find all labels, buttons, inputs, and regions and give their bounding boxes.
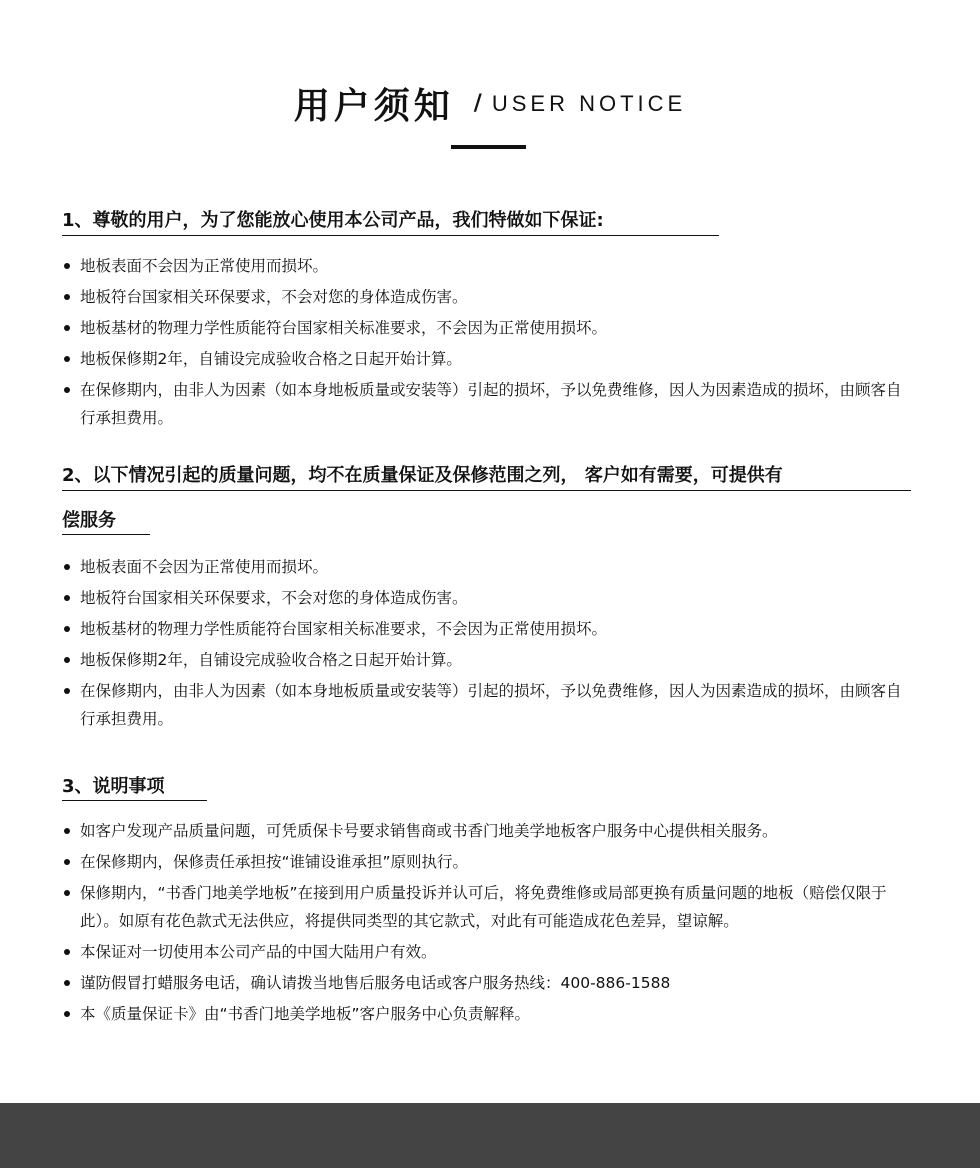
section1-heading: 1、尊敬的用户，为了您能放心使用本公司产品，我们特做如下保证:	[62, 210, 604, 231]
list-item: 谨防假冒打蜡服务电话，确认请拨当地售后服务电话或客户服务热线：400-886-1588	[62, 969, 912, 997]
list-item: 地板保修期2年，自铺设完成验收合格之日起开始计算。	[62, 345, 912, 373]
section1-divider	[62, 235, 719, 236]
list-item: 地板基材的物理力学性质能符台国家相关标准要求，不会因为正常使用损坏。	[62, 314, 912, 342]
title-underline	[451, 145, 526, 149]
section3-heading: 3、说明事项	[62, 776, 165, 797]
section2-divider-short	[62, 534, 150, 535]
list-item: 如客户发现产品质量问题，可凭质保卡号要求销售商或书香门地美学地板客户服务中心提供相关服务。	[62, 817, 912, 845]
list-item: 在保修期内，由非人为因素（如本身地板质量或安装等）引起的损坏，予以免费维修，因人为因素造成的损坏，由顾客自行承担费用。	[62, 677, 912, 733]
list-item: 地板表面不会因为正常使用而损坏。	[62, 252, 912, 280]
section1-list	[62, 252, 912, 435]
section2-heading-cont: 偿服务	[62, 510, 116, 531]
list-item: 本《质量保证卡》由“书香门地美学地板”客户服务中心负责解释。	[62, 1000, 912, 1028]
section3-list	[62, 817, 912, 1031]
list-item: 地板保修期2年，自铺设完成验收合格之日起开始计算。	[62, 646, 912, 674]
list-item: 地板符台国家相关环保要求，不会对您的身体造成伤害。	[62, 584, 912, 612]
list-item: 在保修期内，保修责任承担按“谁铺设谁承担”原则执行。	[62, 848, 912, 876]
list-item: 本保证对一切使用本公司产品的中国大陆用户有效。	[62, 938, 912, 966]
section3-divider	[62, 800, 207, 801]
title-english: USER NOTICE	[491, 90, 687, 116]
section2-list	[62, 553, 912, 736]
list-item: 地板符台国家相关环保要求，不会对您的身体造成伤害。	[62, 283, 912, 311]
page-title	[0, 78, 980, 129]
title-chinese: 用户须知	[293, 86, 454, 127]
footer-bar	[0, 1103, 980, 1168]
list-item: 在保修期内，由非人为因素（如本身地板质量或安装等）引起的损坏，予以免费维修，因人为因素造成的损坏，由顾客自行承担费用。	[62, 376, 912, 432]
section2-divider	[62, 490, 911, 491]
section2-heading: 2、以下情况引起的质量问题，均不在质量保证及保修范围之列， 客户如有需要，可提供有	[62, 465, 783, 486]
list-item: 地板表面不会因为正常使用而损坏。	[62, 553, 912, 581]
title-slash: /	[473, 91, 482, 116]
list-item: 地板基材的物理力学性质能符台国家相关标准要求，不会因为正常使用损坏。	[62, 615, 912, 643]
list-item: 保修期内，“书香门地美学地板”在接到用户质量投诉并认可后，将免费维修或局部更换有质量问题的地板（赔偿仅限于此）。如原有花色款式无法供应，将提供同类型的其它款式，对此有可能造成花色差异，望谅解。	[62, 879, 912, 935]
